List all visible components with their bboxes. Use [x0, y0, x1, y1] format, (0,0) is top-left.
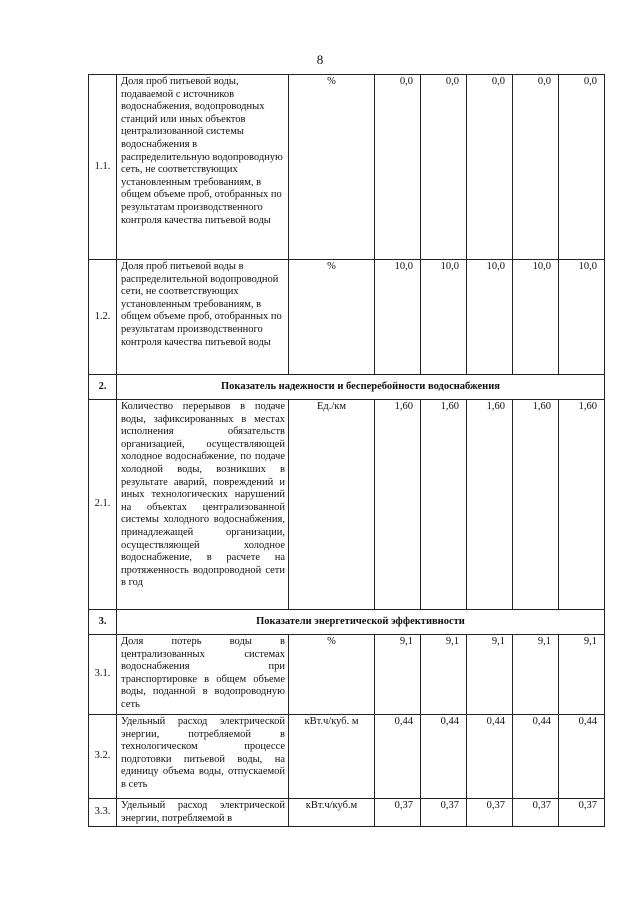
- value-cell: 1,60: [513, 400, 559, 610]
- indicators-table: [88, 74, 605, 827]
- value-cell: 0,37: [421, 799, 467, 827]
- section-title: Показатели энергетической эффективности: [117, 610, 605, 635]
- value-cell: 0,0: [467, 75, 513, 260]
- table-row: [89, 75, 605, 260]
- value-cell: 0,44: [375, 715, 421, 799]
- value-cell: 9,1: [559, 635, 605, 715]
- page-number: 8: [316, 52, 324, 67]
- value-cell: 9,1: [513, 635, 559, 715]
- value-cell: 1,60: [559, 400, 605, 610]
- value-cell: 0,44: [559, 715, 605, 799]
- unit-cell: кВт.ч/куб. м: [289, 715, 375, 799]
- table-row: [89, 635, 605, 715]
- value-cell: 0,44: [513, 715, 559, 799]
- value-cell: 0,37: [513, 799, 559, 827]
- value-cell: 10,0: [375, 260, 421, 375]
- value-cell: 10,0: [513, 260, 559, 375]
- value-cell: 0,0: [375, 75, 421, 260]
- indicator-description: Доля проб питьевой воды в распределительной водопроводной сети, не соответствующих установленным требованиям, в общем объеме проб, отобранных по результатам производственного контроля качества питьевой воды: [117, 260, 289, 375]
- section-header: [89, 610, 605, 635]
- section-number: 2.: [89, 375, 117, 400]
- value-cell: 10,0: [559, 260, 605, 375]
- value-cell: 9,1: [421, 635, 467, 715]
- section-header: [89, 375, 605, 400]
- indicator-description: Количество перерывов в подаче воды, зафиксированных в местах исполнения обязательств организацией, осуществляющей холодное водоснабжение, по подаче холодной воды, возникших в результате аварий, повреждений и иных технологических нарушений на объектах централизованной системы холодного водоснабжения, принадлежащей организации, осуществляющей холодное водоснабжение, в расчете на протяженность водопроводной сети в год: [117, 400, 289, 610]
- value-cell: 1,60: [467, 400, 513, 610]
- value-cell: 9,1: [467, 635, 513, 715]
- table-row: [89, 799, 605, 827]
- value-cell: 0,0: [421, 75, 467, 260]
- row-number: 3.1.: [89, 635, 117, 715]
- indicator-description: Удельный расход электрической энергии, потребляемой в технологическом процессе подготовки питьевой воды, на единицу объема воды, отпускаемой в сеть: [117, 715, 289, 799]
- indicator-description: Удельный расход электрической энергии, потребляемой в: [117, 799, 289, 827]
- value-cell: 0,37: [559, 799, 605, 827]
- value-cell: 0,37: [375, 799, 421, 827]
- value-cell: 1,60: [375, 400, 421, 610]
- row-number: 1.2.: [89, 260, 117, 375]
- value-cell: 0,0: [559, 75, 605, 260]
- table-row: [89, 400, 605, 610]
- unit-cell: %: [289, 635, 375, 715]
- table-row: [89, 715, 605, 799]
- value-cell: 1,60: [421, 400, 467, 610]
- row-number: 1.1.: [89, 75, 117, 260]
- row-number: 3.3.: [89, 799, 117, 827]
- indicator-description: Доля проб питьевой воды, подаваемой с источников водоснабжения, водопроводных станций или иных объектов централизованной системы водоснабжения в распределительную водопроводную сеть, не соответствующих установленным требованиям, в общем объеме проб, отобранных по результатам производственного контроля качества питьевой воды: [117, 75, 289, 260]
- unit-cell: кВт.ч/куб.м: [289, 799, 375, 827]
- indicator-description: Доля потерь воды в централизованных системах водоснабжения при транспортировке в общем объеме воды, поданной в водопроводную сеть: [117, 635, 289, 715]
- value-cell: 10,0: [467, 260, 513, 375]
- value-cell: 0,0: [513, 75, 559, 260]
- value-cell: 0,44: [421, 715, 467, 799]
- section-number: 3.: [89, 610, 117, 635]
- row-number: 3.2.: [89, 715, 117, 799]
- value-cell: 0,37: [467, 799, 513, 827]
- table-row: [89, 260, 605, 375]
- unit-cell: %: [289, 75, 375, 260]
- section-title: Показатель надежности и бесперебойности водоснабжения: [117, 375, 605, 400]
- value-cell: 0,44: [467, 715, 513, 799]
- unit-cell: Ед./км: [289, 400, 375, 610]
- value-cell: 10,0: [421, 260, 467, 375]
- row-number: 2.1.: [89, 400, 117, 610]
- unit-cell: %: [289, 260, 375, 375]
- value-cell: 9,1: [375, 635, 421, 715]
